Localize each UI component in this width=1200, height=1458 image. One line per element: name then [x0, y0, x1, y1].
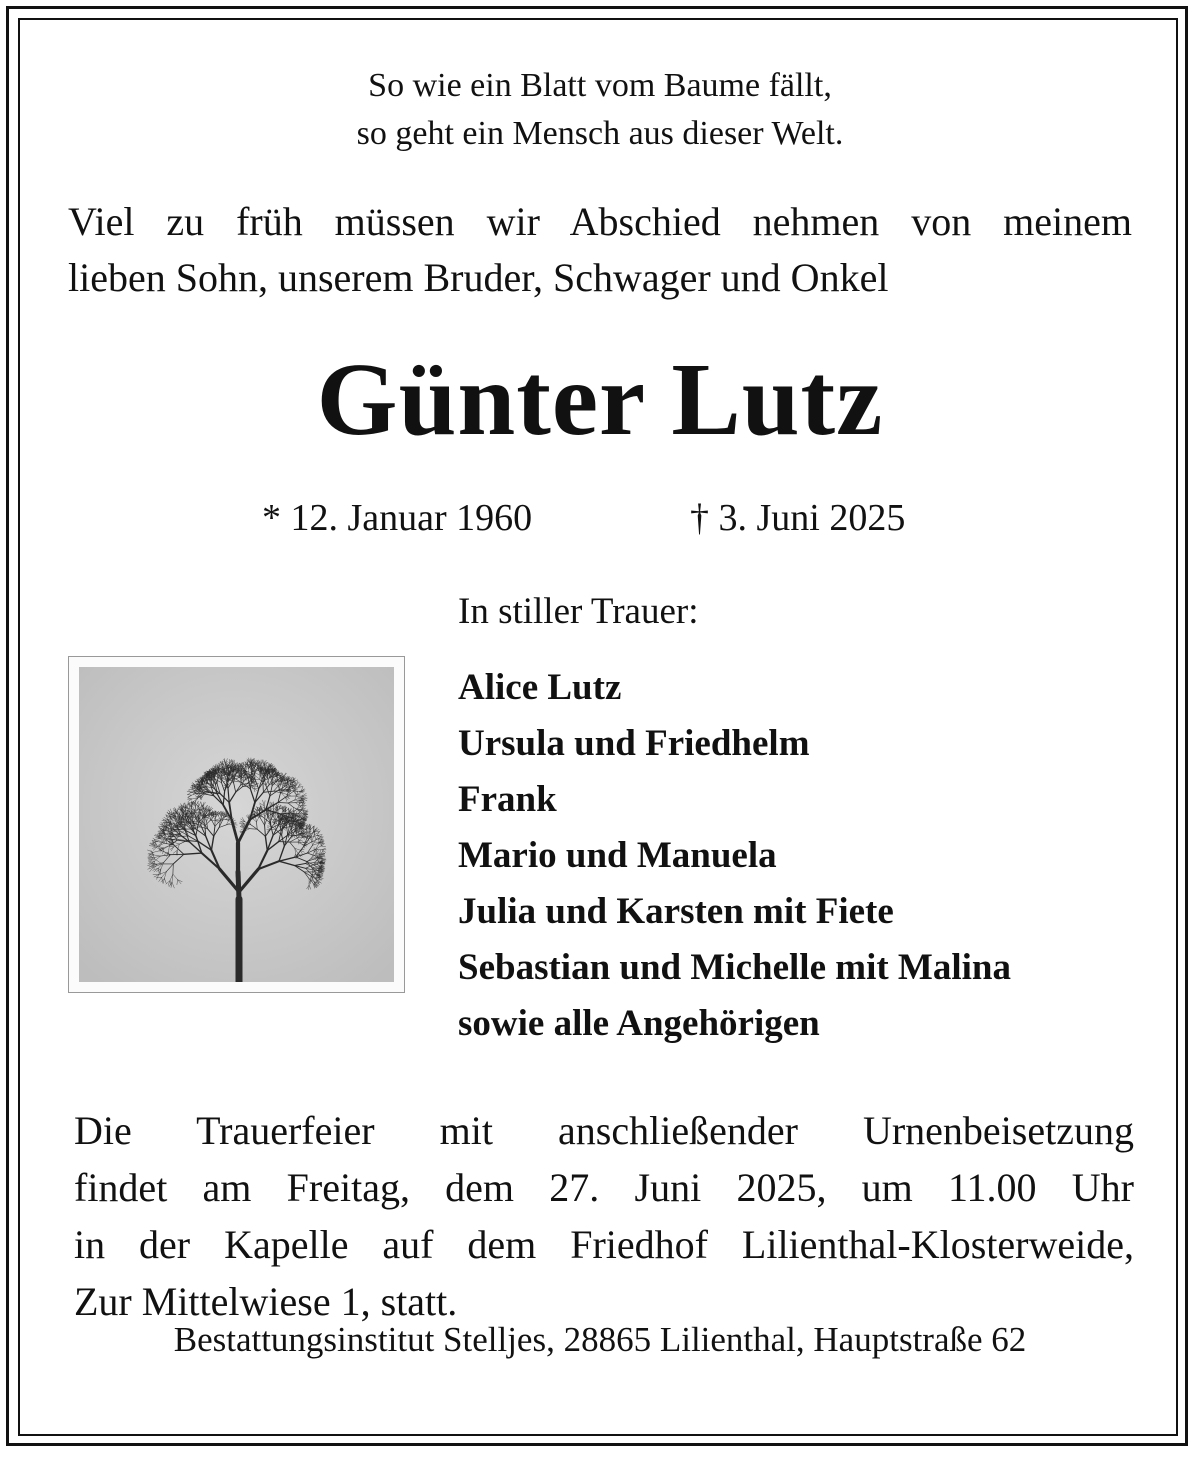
death-date: † 3. Juni 2025 — [690, 497, 906, 539]
mourners-list — [458, 660, 1011, 1052]
ceremony-line-3: in der Kapelle auf dem Friedhof Lilienthal-Klosterweide, — [74, 1222, 1134, 1267]
mourning-label: In stiller Trauer: — [458, 591, 699, 632]
ceremony-line-4: Zur Mittelwiese 1, statt. — [74, 1279, 458, 1324]
mourner-name: Sebastian und Michelle mit Malina — [458, 947, 1011, 988]
birth-date: * 12. Januar 1960 — [262, 497, 533, 539]
intro-line-2: lieben Sohn, unserem Bruder, Schwager und Onkel — [68, 255, 889, 300]
ceremony-line-2: findet am Freitag, dem 27. Juni 2025, um 11.00 Uhr — [74, 1165, 1134, 1210]
intro-text — [68, 194, 1132, 306]
ceremony-info — [74, 1102, 1134, 1330]
mourner-name: Frank — [458, 779, 557, 820]
mourner-name: Ursula und Friedhelm — [458, 723, 810, 764]
ceremony-line-1: Die Trauerfeier mit anschließender Urnenbeisetzung — [74, 1108, 1134, 1153]
mourner-name: Mario und Manuela — [458, 835, 777, 876]
mourner-name: Julia und Karsten mit Fiete — [458, 891, 894, 932]
motto-line-1: So wie ein Blatt vom Baume fällt, — [368, 67, 832, 104]
tree-photo-frame — [68, 656, 405, 993]
tree-icon — [79, 667, 394, 982]
motto — [0, 62, 1200, 158]
intro-line-1: Viel zu früh müssen wir Abschied nehmen von meinem — [68, 199, 1132, 244]
deceased-name: Günter Lutz — [316, 342, 884, 457]
funeral-home: Bestattungsinstitut Stelljes, 28865 Lilienthal, Hauptstraße 62 — [173, 1320, 1027, 1359]
motto-line-2: so geht ein Mensch aus dieser Welt. — [356, 115, 844, 152]
mourner-name: sowie alle Angehörigen — [458, 1003, 820, 1044]
bare-tree-image — [79, 667, 394, 982]
mourner-name: Alice Lutz — [458, 667, 622, 708]
